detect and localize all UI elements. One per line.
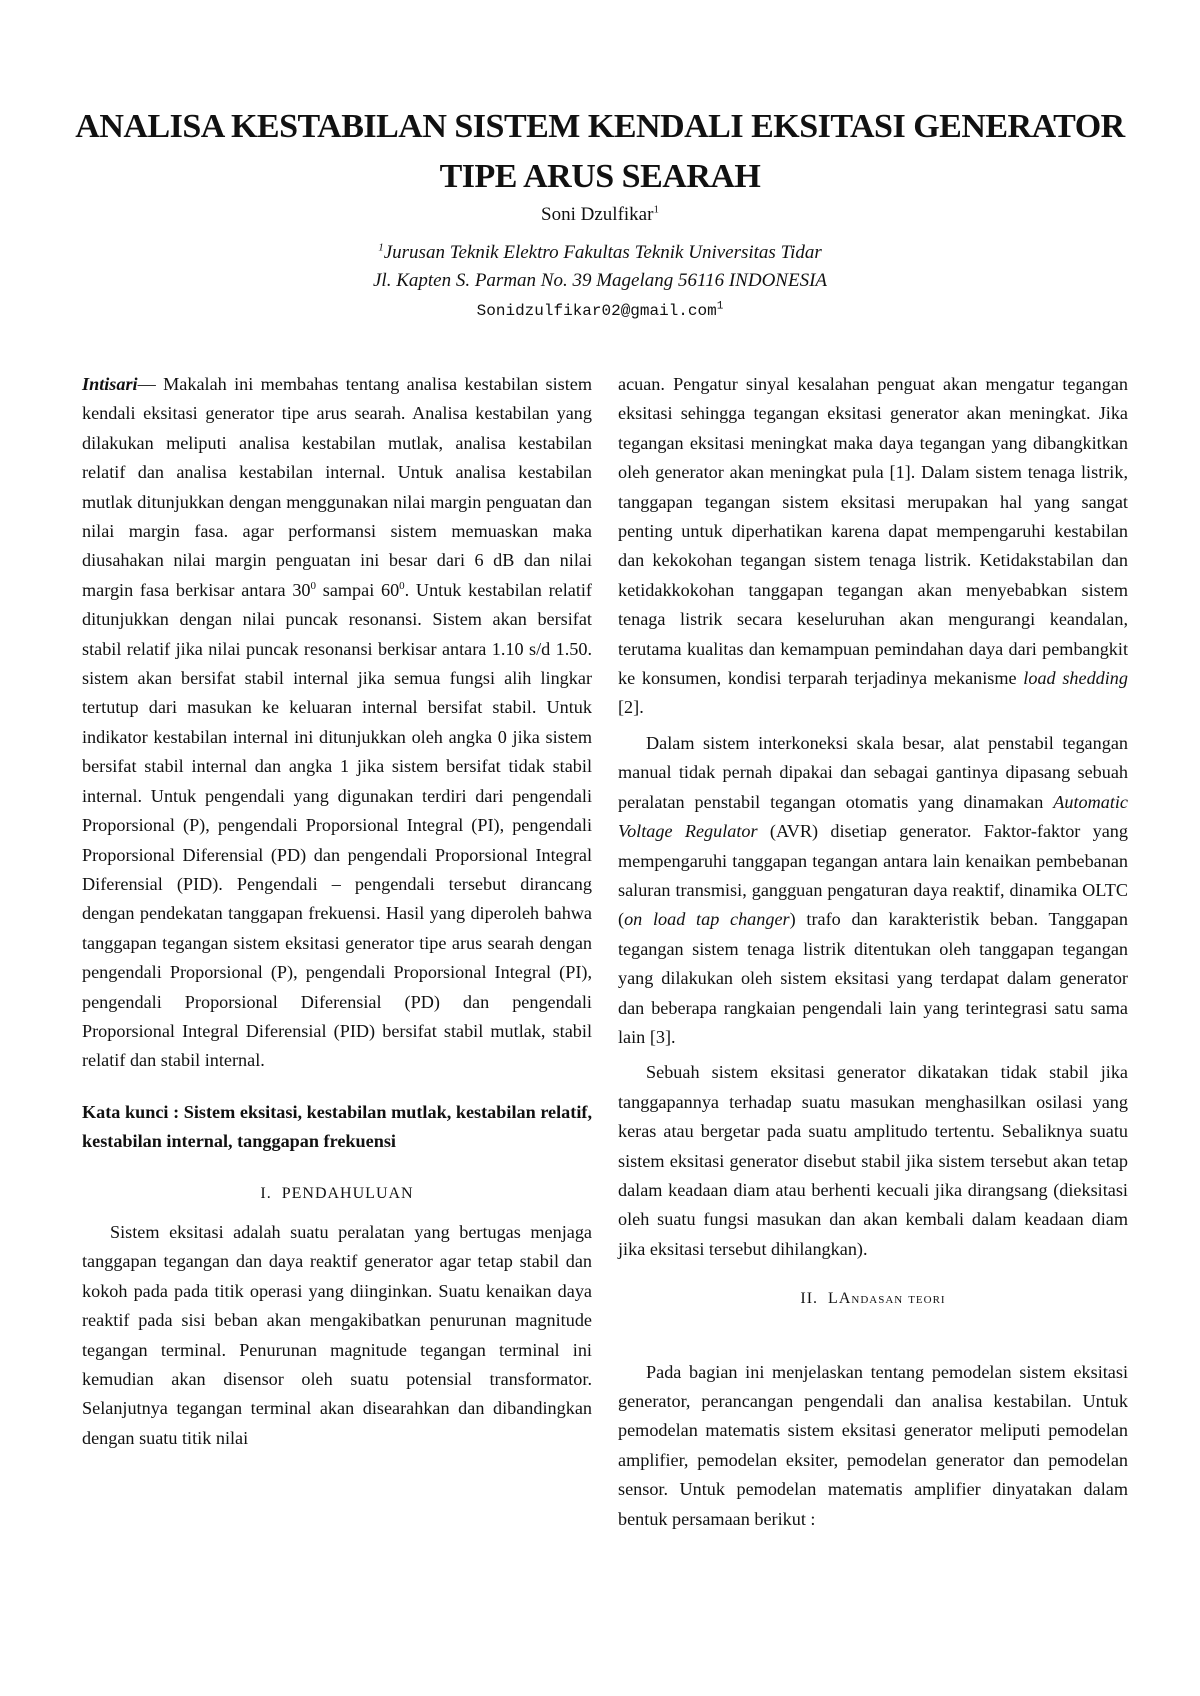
abstract-dash: — — [137, 374, 164, 394]
author-name — [0, 204, 1200, 226]
section-1-title: PENDAHULUAN — [281, 1184, 414, 1202]
keywords: Kata kunci : Sistem eksitasi, kestabilan mutlak, kestabilan relatif, kestabilan internal, tanggapan frekuensi — [82, 1101, 592, 1152]
abstract-text-b: sampai 60 — [316, 579, 400, 600]
affiliation-superscript: 1 — [378, 241, 384, 254]
email-text[interactable]: Sonidzulfikar02@gmail.com — [476, 302, 717, 320]
right-column — [618, 370, 1128, 1534]
right-para2-a: Dalam sistem interkoneksi skala besar, alat penstabil tegangan manual tidak pernah dipakai dan sebagai gantinya dipasang sebuah peralatan penstabil tegangan otomatis yang dinamakan — [618, 732, 1128, 812]
email-superscript: 1 — [716, 300, 724, 313]
right-para1-a: acuan. Pengatur sinyal kesalahan penguat akan mengatur tegangan eksitasi sehingga tegangan eksitasi generator akan meningkat. Jika tegangan eksitasi meningkat maka daya tegangan yang dibangkitkan oleh generator akan meningkat pula [1]. Dalam sistem tenaga listrik, tanggapan tegangan sistem eksitasi merupakan hal yang sangat penting untuk diperhatikan karena dapat mempengaruhi kestabilan dan kekokohan tegangan sistem tenaga listrik. Ketidakstabilan dan ketidakkokohan tanggapan tegangan akan menyebabkan sistem tenaga listrik secara keseluruhan akan mengurangi keandalan, terutama kualitas dan kemampuan pemindahan daya dari pembangkit ke konsumen, kondisi terparah terjadinya mekanisme — [618, 374, 1128, 689]
right-paragraph-3: Sebuah sistem eksitasi generator dikatakan tidak stabil jika tanggapannya terhadap suatu masukan menghasilkan osilasi yang keras atau bergetar pada suatu amplitudo tertentu. Sebaliknya suatu sistem eksitasi generator disebut stabil jika sistem tersebut akan tetap dalam keadaan diam atau berhenti kecuali jika dirangsang (dieksitasi oleh suatu fungsi masukan dan akan kembali dalam keadaan diam jika eksitasi tersebut dihilangkan). — [618, 1062, 1128, 1259]
abstract-text-c: . Untuk kestabilan relatif ditunjukkan dengan nilai puncak resonansi. Sistem akan bersifat stabil relatif jika nilai puncak resonansi berkisar antara 1.10 s/d 1.50. sistem akan bersifat stabil internal jika semua fungsi alih lingkar tertutup dari masukan ke keluaran internal bersifat stabil. Untuk indikator kestabilan internal ini ditunjukkan oleh angka 0 jika sistem bersifat stabil internal dan angka 1 jika sistem bersifat tidak stabil internal. Untuk pengendali yang digunakan terdiri dari pengendali Proporsional (P), pengendali Proporsional Integral (PI), pengendali Proporsional Diferensial (PD) dan pengendali Proporsional Integral Diferensial (PID). Pengendali – pengendali tersebut dirancang dengan pendekatan tanggapan frekuensi. Hasil yang diperoleh bahwa tanggapan tegangan sistem eksitasi generator tipe arus searah dengan pengendali Proporsional (P), pengendali Proporsional Integral (PI), pengendali Proporsional Diferensial (PD) dan pengendali Proporsional Integral Diferensial (PID) bersifat stabil mutlak, stabil relatif dan stabil internal. — [82, 579, 592, 1071]
section-1-heading — [82, 1179, 592, 1208]
abstract — [82, 370, 592, 1076]
right-para2-italic-1: Automatic Voltage Regulator — [618, 791, 1128, 842]
paper-title — [60, 102, 1140, 202]
author-email — [0, 302, 1200, 320]
section-2-heading — [618, 1284, 1128, 1313]
left-column — [82, 370, 592, 1453]
right-para1-italic: load shedding — [1023, 668, 1128, 689]
right-paragraph-1 — [618, 370, 1128, 723]
right-para2-c: ) trafo dan karakteristik beban. Tanggapan tegangan sistem tenaga listrik ditentukan oleh tanggapan tegangan yang dilakukan oleh sistem eksitasi yang terdapat dalam generator dan beberapa rangkaian pengendali lain yang terintegrasi satu sama lain [3]. — [618, 909, 1128, 1047]
author-superscript: 1 — [653, 203, 659, 216]
affiliation-line-2: Jl. Kapten S. Parman No. 39 Magelang 56116 INDONESIA — [372, 270, 828, 291]
degree-superscript-2: 0 — [399, 579, 405, 592]
degree-superscript-1: 0 — [310, 579, 317, 592]
section-2-title: LAndasan teori — [828, 1290, 946, 1308]
section-1-number: I. — [260, 1184, 272, 1202]
abstract-label: Intisari — [82, 374, 138, 394]
abstract-text-a: Makalah ini membahas tentang analisa kestabilan sistem kendali eksitasi generator tipe arus searah. Analisa kestabilan yang dilakukan meliputi analisa kestabilan mutlak, analisa kestabilan relatif dan analisa kestabilan internal. Untuk analisa kestabilan mutlak ditunjukkan dengan menggunakan nilai margin penguatan dan nilai margin fasa. agar performansi sistem memuaskan maka diusahakan nilai margin penguatan ini besar dari 6 dB dan nilai margin fasa berkisar antara 30 — [82, 374, 592, 600]
right-paragraph-4: Pada bagian ini menjelaskan tentang pemodelan sistem eksitasi generator, perancangan pengendali dan analisa kestabilan. Untuk pemodelan matematis sistem eksitasi generator meliputi pemodelan amplifier, pemodelan eksiter, pemodelan generator dan pemodelan sensor. Untuk pemodelan matematis amplifier dinyatakan dalam bentuk persamaan berikut : — [618, 1361, 1128, 1529]
title-line-1: ANALISA KESTABILAN SISTEM KENDALI EKSITASI GENERATOR — [75, 108, 1125, 145]
affiliation-line-1 — [0, 242, 1200, 264]
section-2-number: II. — [800, 1290, 819, 1308]
right-para2-b: (AVR) disetiap generator. Faktor-faktor yang mempengaruhi tanggapan tegangan antara lain kenaikan pembebanan saluran transmisi, gangguan pengaturan daya reaktif, dinamika OLTC ( — [618, 821, 1128, 930]
right-para2-italic-2: on load tap changer — [624, 909, 790, 930]
title-line-2: TIPE ARUS SEARAH — [439, 158, 761, 195]
affiliation-text-1: Jurusan Teknik Elektro Fakultas Teknik Universitas Tidar — [383, 242, 822, 263]
right-paragraph-2 — [618, 729, 1128, 1052]
author-text: Soni Dzulfikar — [541, 204, 654, 225]
right-para1-b: [2]. — [618, 697, 644, 718]
section-1-paragraph-1: Sistem eksitasi adalah suatu peralatan yang bertugas menjaga tanggapan tegangan dan daya reaktif generator agar tetap stabil dan kokoh pada pada titik operasi yang diinginkan. Suatu kenaikan daya reaktif pada sisi beban akan mengakibatkan penurunan magnitude tegangan terminal. Penurunan magnitude tegangan terminal ini kemudian akan disensor oleh suatu potensial transformator. Selanjutnya tegangan terminal akan disearahkan dan dibandingkan dengan suatu titik nilai — [82, 1221, 592, 1448]
